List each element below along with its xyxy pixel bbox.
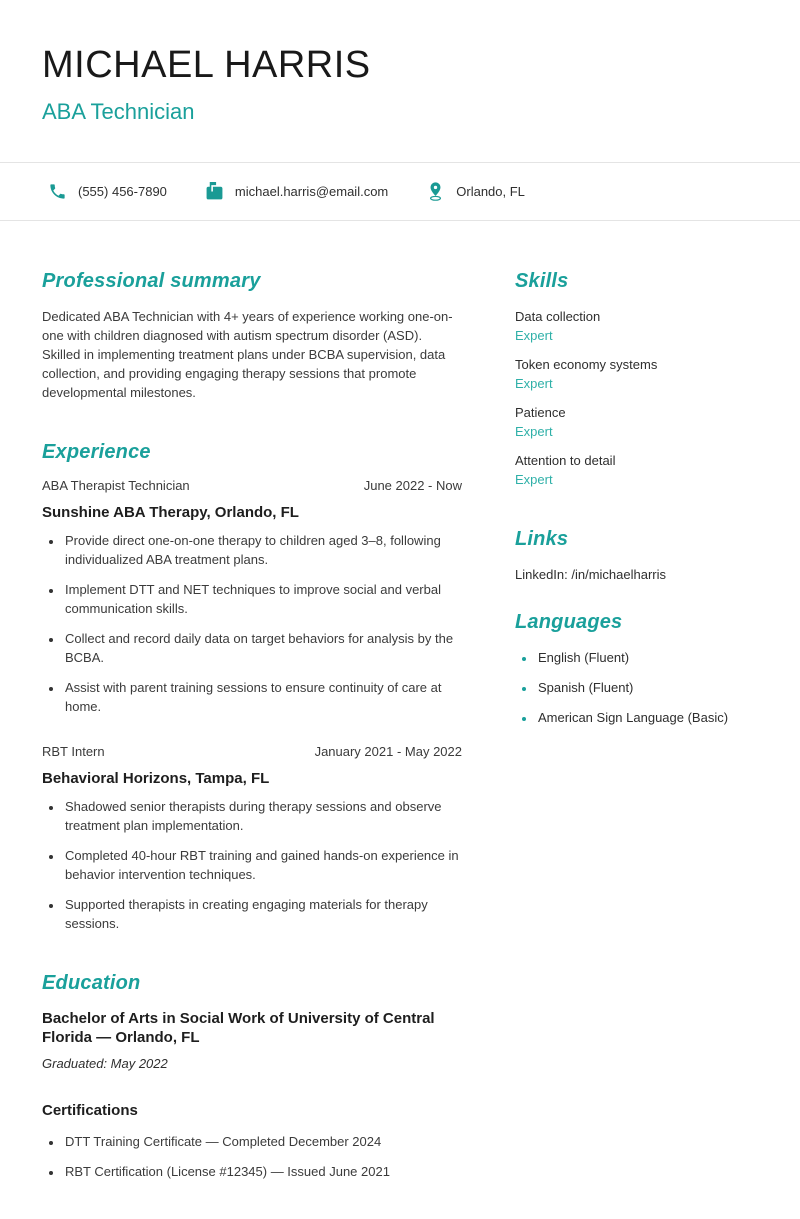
job-title: ABA Therapist Technician [42, 478, 190, 493]
experience-entry [42, 478, 462, 716]
degree: Bachelor of Arts in Social Work of University of Central Florida — Orlando, FL [42, 1010, 435, 1046]
links-heading: Links [515, 528, 569, 550]
resume-body [0, 221, 800, 1219]
languages-heading: Languages [515, 611, 623, 633]
summary-text: Dedicated ABA Technician with 4+ years of experience working one-on-one with children diagnosed with autism spectrum disorder (ASD). Skilled in implementing treatment plans under BCBA supervision, data collection, and providing engaging therapy sessions that promote developmental milestones. [42, 309, 453, 400]
job-bullet: • Completed 40-hour RBT training and gained hands-on experience in behavior intervention techniques. [63, 846, 462, 884]
section-skills [515, 269, 758, 489]
job-bullet-list [42, 797, 462, 933]
summary-heading: Professional summary [42, 270, 261, 292]
language-item: • American Sign Language (Basic) [536, 708, 758, 727]
location-text: Orlando, FL [456, 184, 525, 199]
job-bullet: • Collect and record daily data on target behaviors for analysis by the BCBA. [63, 629, 462, 667]
skills-heading: Skills [515, 270, 569, 292]
skill-item [515, 307, 758, 345]
skill-level: Expert [515, 328, 553, 343]
email-address: michael.harris@email.com [234, 184, 389, 199]
job-company: Sunshine ABA Therapy, Orlando, FL [42, 504, 299, 521]
skill-name: Attention to detail [515, 453, 616, 468]
skill-name: Token economy systems [515, 357, 658, 372]
contact-bar [0, 162, 800, 221]
languages-list [515, 648, 758, 727]
job-bullet: • Implement DTT and NET techniques to improve social and verbal communication skills. [63, 580, 462, 618]
contact-email [205, 182, 388, 201]
section-languages [515, 610, 758, 727]
job-bullet: • Supported therapists in creating engaging materials for therapy sessions. [63, 895, 462, 933]
job-dates: January 2021 - May 2022 [314, 744, 462, 759]
skill-level: Expert [515, 376, 553, 391]
contact-phone [48, 182, 167, 201]
section-professional-summary [42, 269, 462, 402]
certifications-heading: Certifications [42, 1102, 138, 1119]
section-experience [42, 440, 462, 933]
right-column [515, 269, 758, 1219]
education-heading: Education [42, 972, 141, 994]
location-pin-icon [426, 181, 445, 202]
certifications-list [42, 1132, 462, 1181]
skill-name: Patience [515, 405, 566, 420]
phone-number: (555) 456-7890 [78, 184, 167, 199]
job-bullet: • Provide direct one-on-one therapy to children aged 3–8, following individualized ABA treatment plans. [63, 531, 462, 569]
experience-entry [42, 744, 462, 933]
job-title: RBT Intern [42, 744, 105, 759]
certification-item: • DTT Training Certificate — Completed December 2024 [63, 1132, 462, 1151]
experience-heading: Experience [42, 441, 151, 463]
job-header [42, 478, 462, 494]
section-education [42, 971, 462, 1181]
skill-item [515, 451, 758, 489]
graduation-date: Graduated: May 2022 [42, 1056, 168, 1071]
link-item: LinkedIn: /in/michaelharris [515, 567, 667, 582]
job-bullet-list [42, 531, 462, 716]
certification-item: • RBT Certification (License #12345) — Issued June 2021 [63, 1162, 462, 1181]
job-company: Behavioral Horizons, Tampa, FL [42, 770, 270, 787]
skill-level: Expert [515, 424, 553, 439]
phone-icon [48, 182, 67, 201]
skill-item [515, 355, 758, 393]
job-header [42, 744, 462, 760]
language-item: • English (Fluent) [536, 648, 758, 667]
skill-level: Expert [515, 472, 553, 487]
mailbox-icon [205, 182, 224, 201]
skill-item [515, 403, 758, 441]
left-column [42, 269, 462, 1219]
candidate-name: MICHAEL HARRIS [42, 44, 371, 86]
job-dates: June 2022 - Now [363, 478, 462, 493]
skill-name: Data collection [515, 309, 601, 324]
job-bullet: • Assist with parent training sessions to ensure continuity of care at home. [63, 678, 462, 716]
language-item: • Spanish (Fluent) [536, 678, 758, 697]
job-bullet: • Shadowed senior therapists during therapy sessions and observe treatment plan implementation. [63, 797, 462, 835]
candidate-job-title: ABA Technician [42, 99, 195, 124]
contact-location [426, 181, 525, 202]
section-links [515, 527, 758, 584]
resume-header [0, 0, 800, 162]
